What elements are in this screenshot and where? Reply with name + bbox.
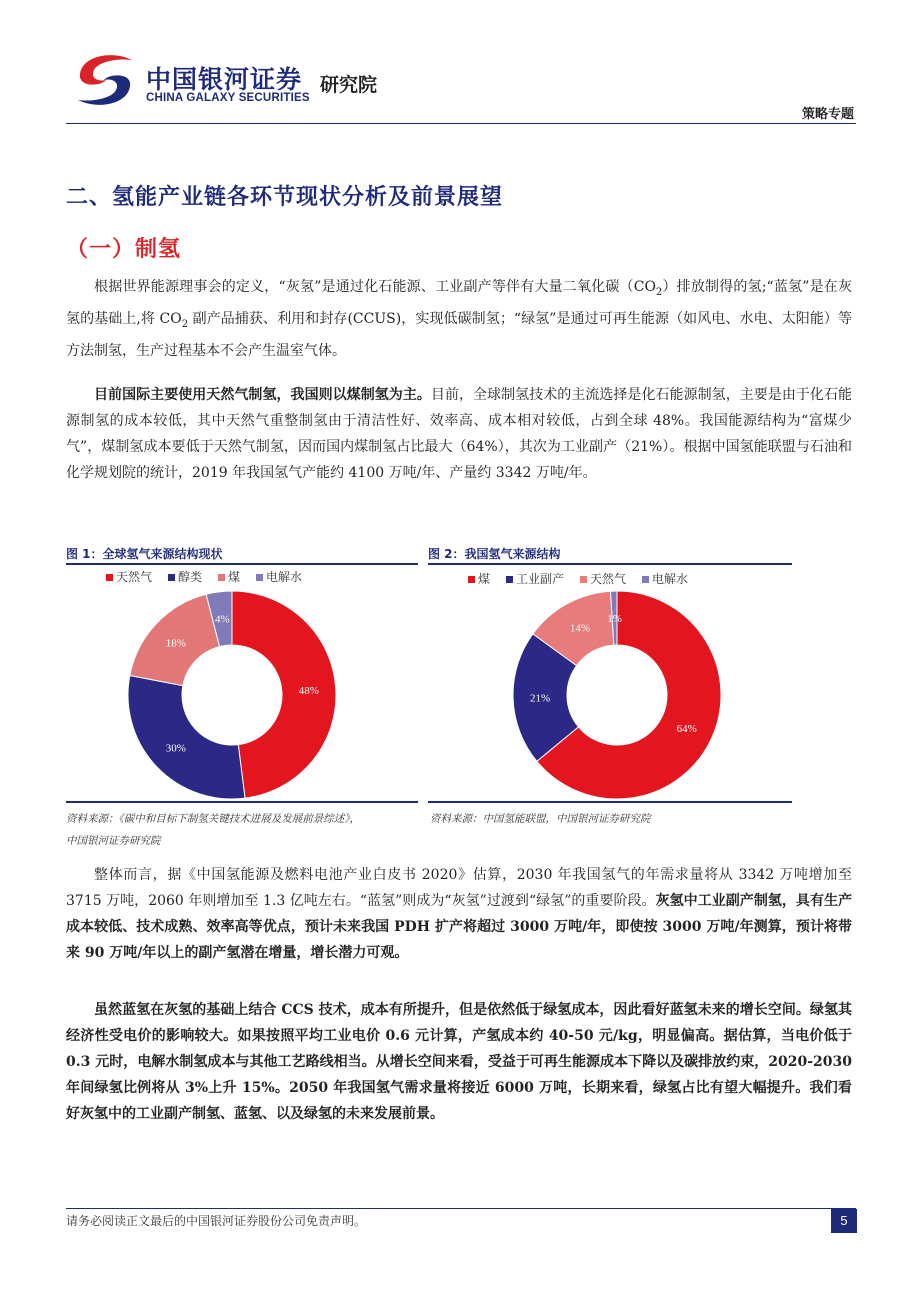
p1-sub-a: 2 bbox=[655, 286, 663, 298]
figure1-slice-label: 4% bbox=[215, 613, 230, 626]
figure1-legend-swatch bbox=[256, 574, 263, 581]
figure1-bottom-rule bbox=[66, 801, 418, 803]
figure2-donut-chart bbox=[490, 582, 740, 812]
report-type: 策略专题 bbox=[801, 107, 854, 122]
figure2-legend-label: 天然气 bbox=[590, 572, 627, 586]
paragraph-blue-green-hydrogen bbox=[66, 997, 852, 1127]
figure2-bottom-rule bbox=[428, 801, 792, 803]
figure2-top-rule bbox=[428, 563, 792, 565]
figure2-title: 图 2：我国氢气来源结构 bbox=[428, 547, 561, 561]
company-logo bbox=[72, 52, 138, 108]
figure2-source: 资料来源：中国氢能联盟，中国银河证券研究院 bbox=[430, 813, 651, 825]
paragraph-demand-outlook bbox=[66, 862, 852, 966]
page-number: 5 bbox=[831, 1209, 857, 1233]
figure2-legend-item bbox=[468, 570, 490, 587]
p1-text-b: ）排放制得的氢;“蓝氢”是在灰氢的基础上,将 CO bbox=[66, 279, 852, 327]
figure2-slice-label: 64% bbox=[676, 722, 697, 735]
figure2-legend-label: 电解水 bbox=[652, 572, 689, 586]
figure1-legend-label: 电解水 bbox=[266, 570, 303, 584]
figure1-title: 图 1：全球氢气来源结构现状 bbox=[66, 547, 223, 561]
footer-disclaimer: 请务必阅读正文最后的中国银河证券股份公司免责声明。 bbox=[66, 1214, 367, 1228]
figure1-legend-label: 醇类 bbox=[178, 570, 203, 584]
header-rule bbox=[66, 123, 856, 124]
section-subtitle: （一）制氢 bbox=[66, 237, 182, 262]
p2-bold: 目前国际主要使用天然气制氢，我国则以煤制氢为主。 bbox=[94, 387, 431, 403]
figure1-top-rule bbox=[66, 563, 418, 565]
figure1-legend-swatch bbox=[106, 574, 113, 581]
p1-text-a: 根据世界能源理事会的定义，“灰氢”是通过化石能源、工业副产等伴有大量二氧化碳（CO bbox=[94, 279, 656, 295]
figure1-legend-swatch bbox=[218, 574, 225, 581]
figure1-slice-label: 30% bbox=[165, 742, 186, 755]
figure2-slice-label: 1% bbox=[607, 613, 622, 626]
figure2-legend-label: 工业副产 bbox=[516, 572, 565, 586]
figure2-slice-label: 21% bbox=[529, 692, 551, 705]
figure2-legend-label: 煤 bbox=[478, 572, 491, 586]
p3-bold: 灰氢中工业副产制氢，具有生产成本较低、技术成熟、效率高等优点，预计未来我国 PDH 扩产将超过 3000 万吨/年，即使按 3000 万吨/年测算，预计将带来 90 万吨/年以上的副产氢潜在增量，增长潜力可观。 bbox=[66, 893, 853, 961]
figure1-slice bbox=[128, 676, 245, 799]
section-title: 二、氢能产业链各环节现状分析及前景展望 bbox=[66, 185, 504, 210]
p1-sub-b: 2 bbox=[181, 318, 189, 330]
figure1-slice-label: 48% bbox=[298, 685, 319, 698]
paragraph-hydrogen-sources bbox=[66, 382, 852, 486]
figure1-slice bbox=[232, 591, 336, 798]
company-name-cn: 中国银河证券 bbox=[146, 65, 303, 94]
figure1-source bbox=[66, 808, 426, 852]
company-name-en: CHINA GALAXY SECURITIES bbox=[146, 92, 310, 104]
figure1-donut-chart bbox=[112, 582, 352, 812]
figure2-legend-swatch bbox=[468, 576, 475, 583]
p2-text: 目前，全球制氢技术的主流选择是化石能源制氢，主要是由于化石能源制氢的成本较低，其中天然气重整制氢由于清洁性好、效率高、成本相对较低，占到全球 48%。我国能源结构为“富煤少气”，煤制氢成本要低于天然气制氢，因而国内煤制氢占比最大（64%），其次为工业副产（21%）。根据中国氢能联盟与石油和化学规划院的统计，2019 年我国氢气产能约 4100 万吨/年、产量约 3342 万吨/年。 bbox=[66, 387, 852, 481]
footer-rule bbox=[66, 1208, 856, 1209]
figure1-source-line2: 中国银河证券研究院 bbox=[66, 835, 161, 847]
institute-label: 研究院 bbox=[320, 74, 378, 96]
figure1-legend-label: 天然气 bbox=[116, 570, 153, 584]
figure1-legend-swatch bbox=[168, 574, 175, 581]
p4-bold: 虽然蓝氢在灰氢的基础上结合 CCS 技术，成本有所提升，但是依然低于绿氢成本，因此看好蓝氢未来的增长空间。绿氢其经济性受电价的影响较大。如果按照平均工业电价 0.6 元计算，产氢成本约 40-50 元/kg，明显偏高。据估算，当电价低于 0.3 元时，电解水制氢成本与其他工艺路线相当。从增长空间来看，受益于可再生能源成本下降以及碳排放约束，2020-2030 年间绿氢比例将从 3%上升 15%。2050 年我国氢气需求量将接近 6000 万吨，长期来看，绿氢占比有望大幅提升。我们看好灰氢中的工业副产制氢、蓝氢、以及绿氢的未来发展前景。 bbox=[66, 1002, 852, 1122]
paragraph-definitions bbox=[66, 274, 852, 364]
figure1-source-line1: 资料来源：《碳中和目标下制氢关键技术进展及发展前景综述》， bbox=[66, 813, 360, 825]
p3-text: 整体而言，据《中国氢能源及燃料电池产业白皮书 2020》估算，2030 年我国氢气的年需求量将从 3342 万吨增加至 3715 万吨，2060 年则增加至 1.3 亿吨左右。“蓝氢”则成为“灰氢”过渡到“绿氢”的重要阶段。 bbox=[66, 867, 852, 909]
figure1-legend-label: 煤 bbox=[228, 570, 241, 584]
galaxy-logo-icon bbox=[72, 52, 138, 108]
p1-text-c: 副产品捕获、利用和封存(CCUS)，实现低碳制氢；“绿氢”是通过可再生能源（如风电、水电、太阳能）等方法制氢，生产过程基本不会产生温室气体。 bbox=[66, 310, 853, 359]
figure2-slice-label: 14% bbox=[569, 622, 590, 635]
figure1-slice-label: 18% bbox=[165, 637, 186, 650]
